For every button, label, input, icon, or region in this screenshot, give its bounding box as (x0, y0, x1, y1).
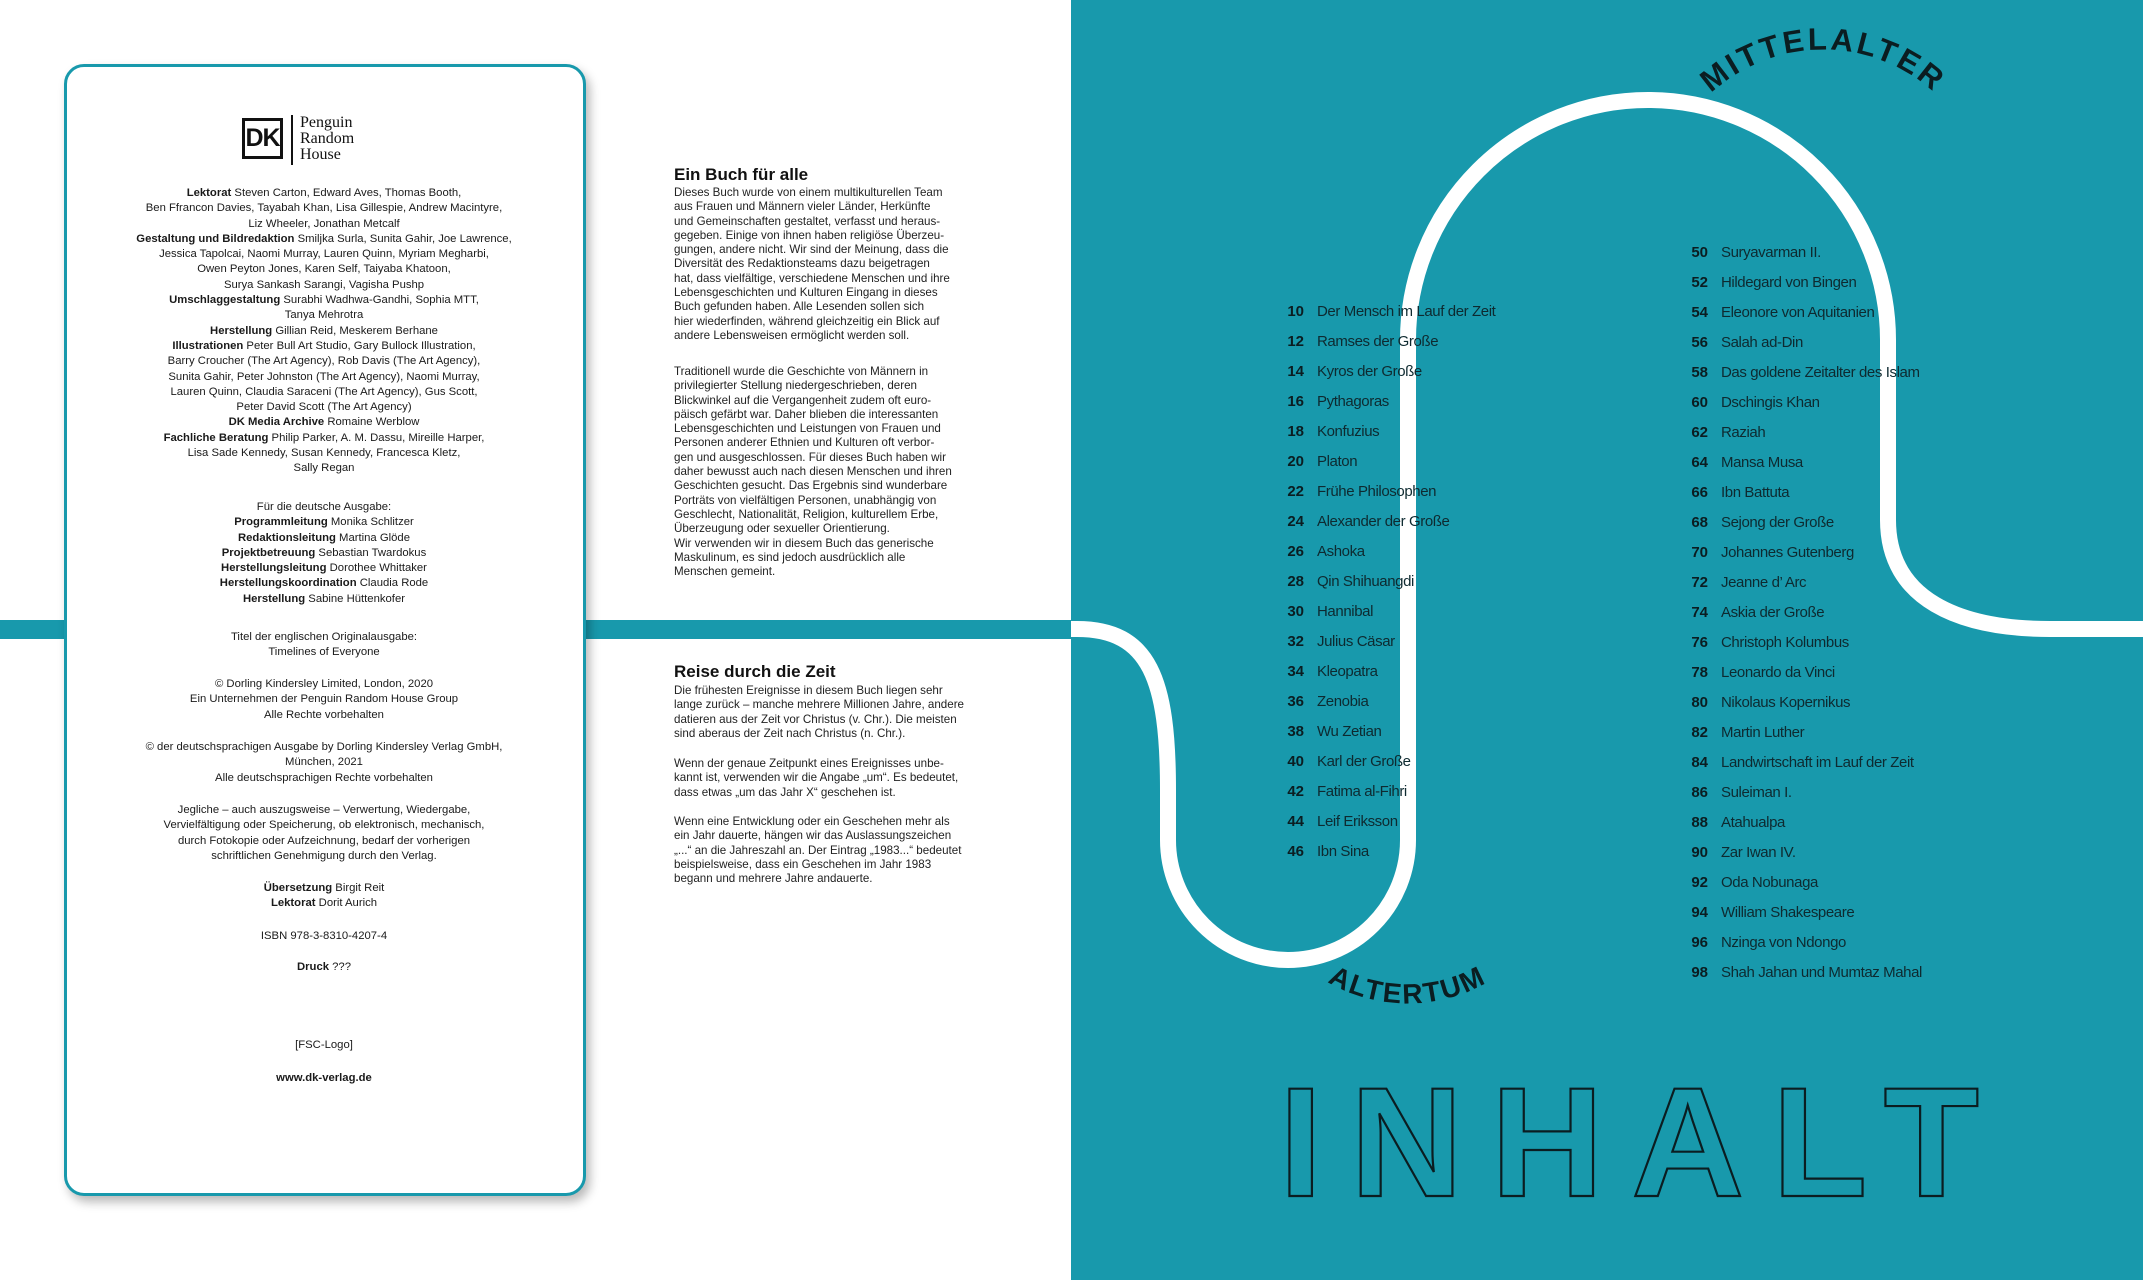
credits-block (96, 186, 552, 477)
credit-line (96, 262, 552, 277)
german-edition-intro: Für die deutsche Ausgabe: (256, 501, 392, 513)
time-paragraph: Wenn der genaue Zeitpunkt eines Ereignisses unbe- kannt ist, verwenden wir die Angabe „um“. Es bedeutet, dass etwas „um das Jahr X“ geschehen ist. (674, 757, 959, 799)
translator-label: Übersetzung (263, 882, 333, 894)
contents-entry-title: Der Mensch im Lauf der Zeit (1317, 303, 1496, 320)
contents-page-number: 12 (1287, 333, 1304, 350)
rights-line: schriftlichen Genehmigung durch den Verlag. (211, 849, 437, 862)
contents-entry-title: Salah ad-Din (1721, 334, 1803, 351)
editor-name: Dorit Aurich (315, 897, 378, 910)
dk-logo-mark: DK (242, 118, 283, 159)
contents-page-number: 42 (1287, 783, 1304, 800)
contents-entry-title: Julius Cäsar (1317, 633, 1395, 650)
contents-entry-title: Suleiman I. (1721, 784, 1792, 801)
german-role-label: Programmleitung (234, 516, 328, 529)
original-title: Timelines of Everyone (268, 646, 380, 659)
german-role-line (96, 561, 552, 576)
contents-page-number: 64 (1691, 454, 1708, 471)
era-label-medieval: MITTELALTER (1693, 21, 1953, 99)
credit-names: Ben Ffrancon Davies, Tayabah Khan, Lisa Gillespie, Andrew Macintyre, (145, 202, 503, 215)
credit-names: Gillian Reid, Meskerem Berhane (272, 324, 438, 337)
contents-page-number: 46 (1287, 843, 1304, 860)
contents-page-number: 10 (1287, 303, 1304, 320)
credit-role: Illustrationen (172, 339, 244, 352)
contents-entry-title: William Shakespeare (1721, 904, 1855, 921)
credit-line (96, 232, 552, 247)
copyright-line: Alle deutschsprachigen Rechte vorbehalten (215, 771, 433, 784)
credit-line (96, 354, 552, 369)
german-edition-block (96, 500, 552, 607)
contents-page-number: 20 (1287, 453, 1304, 470)
contents-title (1279, 1068, 1979, 1210)
contents-page-number: 34 (1287, 663, 1304, 680)
credit-names: Owen Peyton Jones, Karen Self, Taiyaba Khatoon, (197, 263, 451, 276)
contents-page-number: 72 (1691, 574, 1708, 591)
copyright-uk (96, 677, 552, 723)
contents-entry-title: Shah Jahan und Mumtaz Mahal (1721, 964, 1922, 981)
contents-entry-title: Nzinga von Ndongo (1721, 934, 1846, 951)
contents-entry-title: Johannes Gutenberg (1721, 544, 1854, 561)
german-role-label: Projektbetreuung (221, 546, 316, 559)
contents-entry-title: Atahualpa (1721, 814, 1785, 831)
credit-names: Steven Carton, Edward Aves, Thomas Booth, (231, 187, 462, 199)
contents-page-number: 78 (1691, 664, 1708, 681)
rights-line: Vervielfältigung oder Speicherung, ob elektronisch, mechanisch, (163, 819, 485, 832)
contents-entry-title: Jeanne d’ Arc (1721, 574, 1807, 591)
publisher-logo (242, 115, 402, 167)
contents-page-number: 74 (1691, 604, 1708, 621)
credit-line (96, 324, 552, 339)
contents-entry-title: Ashoka (1317, 543, 1365, 560)
german-role-label: Herstellung (242, 592, 306, 605)
contents-page-number: 92 (1691, 874, 1708, 891)
contents-page-number: 54 (1691, 304, 1708, 321)
credit-names: Liz Wheeler, Jonathan Metcalf (248, 217, 400, 230)
german-role-label: Redaktionsleitung (237, 531, 336, 544)
contents-entry-title: Kyros der Große (1317, 363, 1422, 380)
contents-entry-title: Kleopatra (1317, 663, 1378, 680)
credit-names: Jessica Tapolcai, Naomi Murray, Lauren Quinn, Myriam Megharbi, (159, 248, 489, 261)
credit-names: Surya Sankash Sarangi, Vagisha Pushp (223, 278, 425, 291)
contents-page-number: 28 (1287, 573, 1304, 590)
credit-line (96, 461, 552, 476)
german-role-line (96, 515, 552, 530)
rights-notice (96, 803, 552, 864)
contents-page-number: 22 (1287, 483, 1304, 500)
contents-page-number: 44 (1287, 813, 1304, 830)
credit-role: DK Media Archive (228, 416, 325, 429)
contents-page-number: 50 (1691, 244, 1708, 261)
contents-entry-title: Raziah (1721, 424, 1766, 441)
contents-page-number: 14 (1287, 363, 1304, 380)
contents-page-number: 26 (1287, 543, 1304, 560)
credit-role: Fachliche Beratung (163, 431, 269, 444)
intro-paragraph: Dieses Buch wurde von einem multikulturellen Team aus Frauen und Männern vieler Länder, Herkünfte und Gemeinschaften gestaltet, verfasst und heraus- gegeben. Einige von ihnen haben religiöse Überzeu- gungen, andere nicht. Wir sind der Meinung, dass die Diversität des Redaktionsteams dazu beigetragen hat, dass vielfältige, verschiedene Menschen und ihre Lebensgeschichten und Kulturen Eingang in dieses Buch gefunden haben. Alle Lesenden sollen sich hier wiederfinden, während gleichzeitig ein Blick auf andere Lebensweisen ermöglicht werden soll. (674, 186, 950, 342)
credit-line (96, 339, 552, 354)
print-label: Druck (296, 961, 330, 973)
contents-page-number: 38 (1287, 723, 1304, 740)
german-role-name: Martina Glöde (335, 531, 410, 544)
credit-names: Lisa Sade Kennedy, Susan Kennedy, Francesca Kletz, (187, 447, 461, 460)
contents-page-number: 82 (1691, 724, 1708, 741)
contents-entry-title: Dschingis Khan (1721, 394, 1820, 411)
contents-page-number: 58 (1691, 364, 1708, 381)
credit-names: Peter David Scott (The Art Agency) (236, 401, 412, 414)
translator-name: Birgit Reit (332, 882, 385, 894)
credit-names: Lauren Quinn, Claudia Saraceni (The Art Agency), Gus Scott, (170, 385, 478, 398)
era-label-ancient: ALTERTUM (1324, 959, 1491, 1010)
german-role-line (96, 576, 552, 591)
credit-names: Peter Bull Art Studio, Gary Bullock Illustration, (243, 339, 476, 352)
credit-names: Sally Regan (293, 462, 355, 475)
contents-entry-title: Alexander der Große (1317, 513, 1450, 530)
contents-page-number: 30 (1287, 603, 1304, 620)
copyright-line: Alle Rechte vorbehalten (264, 708, 384, 721)
print-line (96, 960, 552, 975)
credit-line (96, 415, 552, 430)
contents-page-number: 88 (1691, 814, 1708, 831)
credit-role: Herstellung (210, 324, 273, 337)
rights-line: Jegliche – auch auszugsweise – Verwertung, Wiedergabe, (177, 804, 471, 816)
road-line (1071, 100, 2143, 960)
german-role-name: Claudia Rode (356, 577, 429, 590)
contents-entry-title: Leif Eriksson (1317, 813, 1398, 830)
credit-line (96, 370, 552, 385)
contents-entry-title: Pythagoras (1317, 393, 1389, 410)
copyright-line: München, 2021 (285, 756, 363, 769)
copyright-line: Ein Unternehmen der Penguin Random House Group (189, 693, 459, 706)
german-role-name: Sebastian Twardokus (315, 546, 427, 559)
contents-entry-title: Martin Luther (1721, 724, 1805, 741)
credit-line (96, 201, 552, 216)
contents-entry-title: Leonardo da Vinci (1721, 664, 1835, 681)
german-edition-roles (96, 515, 552, 607)
german-role-name: Monika Schlitzer (327, 516, 414, 529)
contents-entry-title: Suryavarman II. (1721, 244, 1821, 261)
logo-divider (291, 115, 293, 165)
contents-page-number: 24 (1287, 513, 1304, 530)
contents-entry-title: Zar Iwan IV. (1721, 844, 1796, 861)
contents-page-number: 56 (1691, 334, 1708, 351)
credit-names: Philip Parker, A. M. Dassu, Mireille Harper, (268, 431, 485, 444)
contents-entry-title: Konfuzius (1317, 423, 1380, 440)
print-value: ??? (329, 961, 352, 973)
copyright-line: © Dorling Kindersley Limited, London, 2020 (214, 678, 434, 690)
translator-line (96, 881, 552, 896)
contents-page-number: 18 (1287, 423, 1304, 440)
german-role-label: Herstellungskoordination (219, 577, 357, 590)
credit-line (96, 278, 552, 293)
credit-line (96, 293, 552, 308)
contents-entry-title: Eleonore von Aquitanien (1721, 304, 1875, 321)
contents-entry-title: Das goldene Zeitalter des Islam (1721, 364, 1920, 381)
credit-line (96, 431, 552, 446)
contents-page-number: 52 (1691, 274, 1708, 291)
contents-page-number: 68 (1691, 514, 1708, 531)
credit-line (96, 400, 552, 415)
contents-page-number: 60 (1691, 394, 1708, 411)
intro-paragraph: Traditionell wurde die Geschichte von Männern in privilegierter Stellung niedergeschrieben, deren Blickwinkel auf die Vergangenheit zudem oft euro- päisch gefärbt war. Daher blieben die interessanten Lebensgeschichten und Leistungen von Frauen und Personen anderer Ethnien und Kulturen oft verbor- gen und ausgeschlossen. Für dieses Buch haben wir daher bewusst auch nach diesen Menschen und ihren Geschichten gesucht. Das Ergebnis sind wunderbare Porträts von vielfältigen Personen, unabhängig von Geschlecht, Nationalität, Religion, kulturellem Erbe, Überzeugung oder sexueller Orientierung. Wir verwenden wir in diesem Buch das generische Maskulinum, es sind jedoch ausdrücklich alle Menschen gemeint. (674, 365, 952, 579)
contents-entry-title: Landwirtschaft im Lauf der Zeit (1721, 754, 1914, 771)
contents-entry-title: Sejong der Große (1721, 514, 1834, 531)
credit-names: Smiljka Surla, Sunita Gahir, Joe Lawrence, (294, 232, 512, 245)
contents-page-number: 66 (1691, 484, 1708, 501)
credit-line (96, 186, 552, 201)
contents-entry-title: Qin Shihuangdi (1317, 573, 1414, 590)
contents-entry-title: Karl der Große (1317, 753, 1411, 770)
contents-entry-title: Hildegard von Bingen (1721, 274, 1857, 291)
time-paragraph: Die frühesten Ereignisse in diesem Buch liegen sehr lange zurück – manche mehrere Millionen Jahre, andere datieren aus der Zeit vor Christus (v. Chr.). Die meisten sind aberaus der Zeit nach Christus (n. Chr.). (674, 684, 965, 740)
german-role-label: Herstellungsleitung (221, 562, 327, 575)
original-title-block (96, 630, 552, 661)
credit-line (96, 217, 552, 232)
contents-entry-title: Wu Zetian (1317, 723, 1382, 740)
contents-entry-title: Ibn Sina (1317, 843, 1369, 860)
editor-line (96, 896, 552, 911)
contents-page-number: 62 (1691, 424, 1708, 441)
credit-line (96, 446, 552, 461)
contents-entry-title: Frühe Philosophen (1317, 483, 1437, 500)
copyright-line: © der deutschsprachigen Ausgabe by Dorling Kindersley Verlag GmbH, (145, 741, 503, 753)
contents-page-number: 90 (1691, 844, 1708, 861)
original-title-label: Titel der englischen Originalausgabe: (230, 631, 418, 643)
contents-entry-title: Zenobia (1317, 693, 1369, 710)
contents-page-number: 84 (1691, 754, 1708, 771)
german-role-line (96, 531, 552, 546)
time-heading: Reise durch die Zeit (674, 662, 836, 681)
credit-line (96, 385, 552, 400)
credit-role: Lektorat (186, 187, 232, 199)
contents-entry-title: Mansa Musa (1721, 454, 1803, 471)
credit-names: Surabhi Wadhwa-Gandhi, Sophia MTT, (280, 294, 479, 307)
contents-page-number: 36 (1287, 693, 1304, 710)
credit-names: Sunita Gahir, Peter Johnston (The Art Agency), Naomi Murray, (168, 370, 480, 383)
contents-page-number: 98 (1691, 964, 1708, 981)
contents-page-number: 40 (1287, 753, 1304, 770)
credit-role: Gestaltung und Bildredaktion (136, 232, 295, 245)
credit-line (96, 308, 552, 323)
editor-label: Lektorat (270, 897, 316, 910)
contents-entry-title: Nikolaus Kopernikus (1721, 694, 1851, 711)
rights-line: durch Fotokopie oder Aufzeichnung, bedarf der vorherigen (177, 834, 471, 847)
contents-page-number: 94 (1691, 904, 1708, 921)
credit-line (96, 247, 552, 262)
isbn: ISBN 978-3-8310-4207-4 (260, 930, 388, 942)
contents-page-number: 86 (1691, 784, 1708, 801)
contents-entry-title: Ramses der Große (1317, 333, 1439, 350)
time-paragraph: Wenn eine Entwicklung oder ein Geschehen mehr als ein Jahr dauerte, hängen wir das Auslassungszeichen „...“ an die Jahreszahl an. Der Eintrag „1983...“ bedeutet beispielsweise, dass ein Geschehen im Jahr 1983 begann und mehrere Jahre andauerte. (674, 815, 962, 886)
credit-names: Tanya Mehrotra (284, 309, 364, 322)
contents-entry-title: Platon (1317, 453, 1358, 470)
german-role-name: Dorothee Whittaker (326, 562, 427, 575)
copyright-de (96, 740, 552, 786)
credit-role: Umschlaggestaltung (169, 294, 281, 307)
contents-entry-title: Ibn Battuta (1721, 484, 1790, 501)
fsc-logo-placeholder: [FSC-Logo] (295, 1039, 353, 1051)
penguin-random-house-wordmark: Penguin Random House (300, 114, 355, 163)
credit-names: Barry Croucher (The Art Agency), Rob Davis (The Art Agency), (167, 355, 481, 368)
contents-entry-title: Fatima al-Fihri (1317, 783, 1407, 800)
german-role-name: Sabine Hüttenkofer (305, 592, 405, 605)
contents-entry-title: Hannibal (1317, 603, 1374, 620)
contents-page-number: 70 (1691, 544, 1708, 561)
contents-page-number: 80 (1691, 694, 1708, 711)
contents-entry-title: Askia der Große (1721, 604, 1825, 621)
translation-credits (96, 881, 552, 912)
german-role-line (96, 592, 552, 607)
contents-entry-title: Christoph Kolumbus (1721, 634, 1849, 651)
contents-page-number: 96 (1691, 934, 1708, 951)
intro-heading: Ein Buch für alle (674, 165, 809, 184)
contents-page-number: 32 (1287, 633, 1304, 650)
contents-page-number: 76 (1691, 634, 1708, 651)
website-link[interactable]: www.dk-verlag.de (276, 1072, 372, 1084)
german-role-line (96, 546, 552, 561)
contents-page-number: 16 (1287, 393, 1304, 410)
contents-title-text: INHALT (1279, 1068, 1979, 1210)
contents-entry-title: Oda Nobunaga (1721, 874, 1818, 891)
credit-names: Romaine Werblow (324, 416, 420, 429)
